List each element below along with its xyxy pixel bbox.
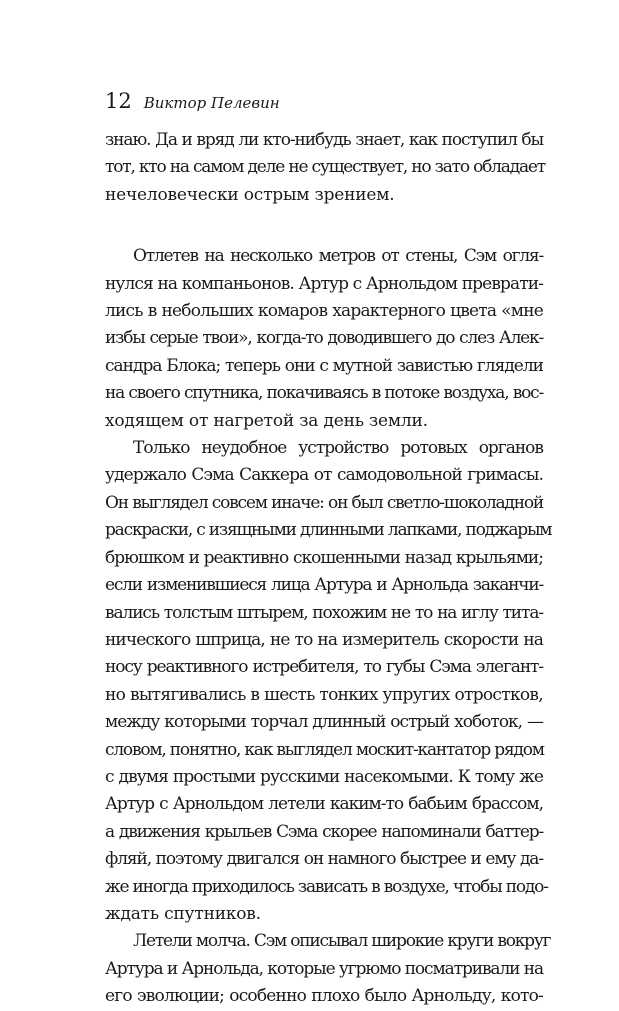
text-line: сандра Блока; теперь они с мутной завистью глядели [105,355,543,376]
text-line: между которыми торчал длинный острый хоботок, — [105,712,543,733]
paragraph-2 [105,243,543,435]
text-line: на своего спутника, покачиваясь в потоке воздуха, вос- [105,383,543,404]
text-line: тот, кто на самом деле не существует, но зато обладает [105,157,545,178]
text-line: избы серые твои», когда-то доводившего до слез Алек- [105,328,543,349]
text-line: нического шприца, не то на измеритель скорости на [105,629,543,650]
text-line: знаю. Да и вряд ли кто-нибудь знает, как поступил бы [105,130,543,150]
text-line: вались толстым штырем, похожим не то на иглу тита- [105,602,543,623]
text-line: нечеловечески острым зрением. [105,184,395,205]
text-line: Летели молча. Сэм описывал широкие круги вокруг [133,931,551,952]
text-line: с двумя простыми русскими насекомыми. К тому же [105,766,543,787]
text-line: Он выглядел совсем иначе: он был светло-шоколадной [105,492,543,513]
paragraph-1 [105,127,543,209]
paragraph-3 [105,435,552,928]
running-head [105,84,543,118]
text-line: же иногда приходилось зависать в воздухе, чтобы подо- [105,876,548,897]
text-line: лись в небольших комаров характерного цвета «мне [105,301,543,322]
text-line: но вытягивались в шесть тонких упругих отростков, [105,684,543,705]
text-line: удержало Сэма Саккера от самодовольной гримасы. [105,465,543,486]
text-line: ходящем от нагретой за день земли. [105,410,428,431]
paragraph-4 [105,928,551,1010]
text-line: ждать спутников. [105,903,261,924]
text-line: нулся на компаньонов. Артур с Арнольдом преврати- [105,273,543,294]
running-title-author: Виктор Пелевин [143,94,280,112]
text-line: носу реактивного истребителя, то губы Сэма элегант- [105,657,543,678]
text-line: если изменившиеся лица Артура и Арнольда заканчи- [105,575,543,596]
text-line: Артура и Арнольда, которые угрюмо посматривали на [105,958,543,979]
text-line: его эволюции; особенно плохо было Арнольду, кото- [105,986,543,1007]
page-number: 12 [105,89,132,113]
text-line: брюшком и реактивно скошенными назад крыльями; [105,547,543,568]
text-line: Артур с Арнольдом летели каким-то бабьим брассом, [105,794,543,815]
section-break [105,209,543,243]
text-line: Только неудобное устройство ротовых органов [133,438,543,459]
text-line: фляй, поэтому двигался он намного быстрее и ему да- [105,849,543,870]
book-page [105,84,552,1011]
text-line: а движения крыльев Сэма скорее напоминали баттер- [105,821,543,842]
body-text [105,127,552,1011]
text-line: Отлетев на несколько метров от стены, Сэм огля- [133,246,543,267]
text-line: раскраски, с изящными длинными лапками, поджарым [105,520,552,541]
text-line: словом, понятно, как выглядел москит-кантатор рядом [105,739,544,760]
